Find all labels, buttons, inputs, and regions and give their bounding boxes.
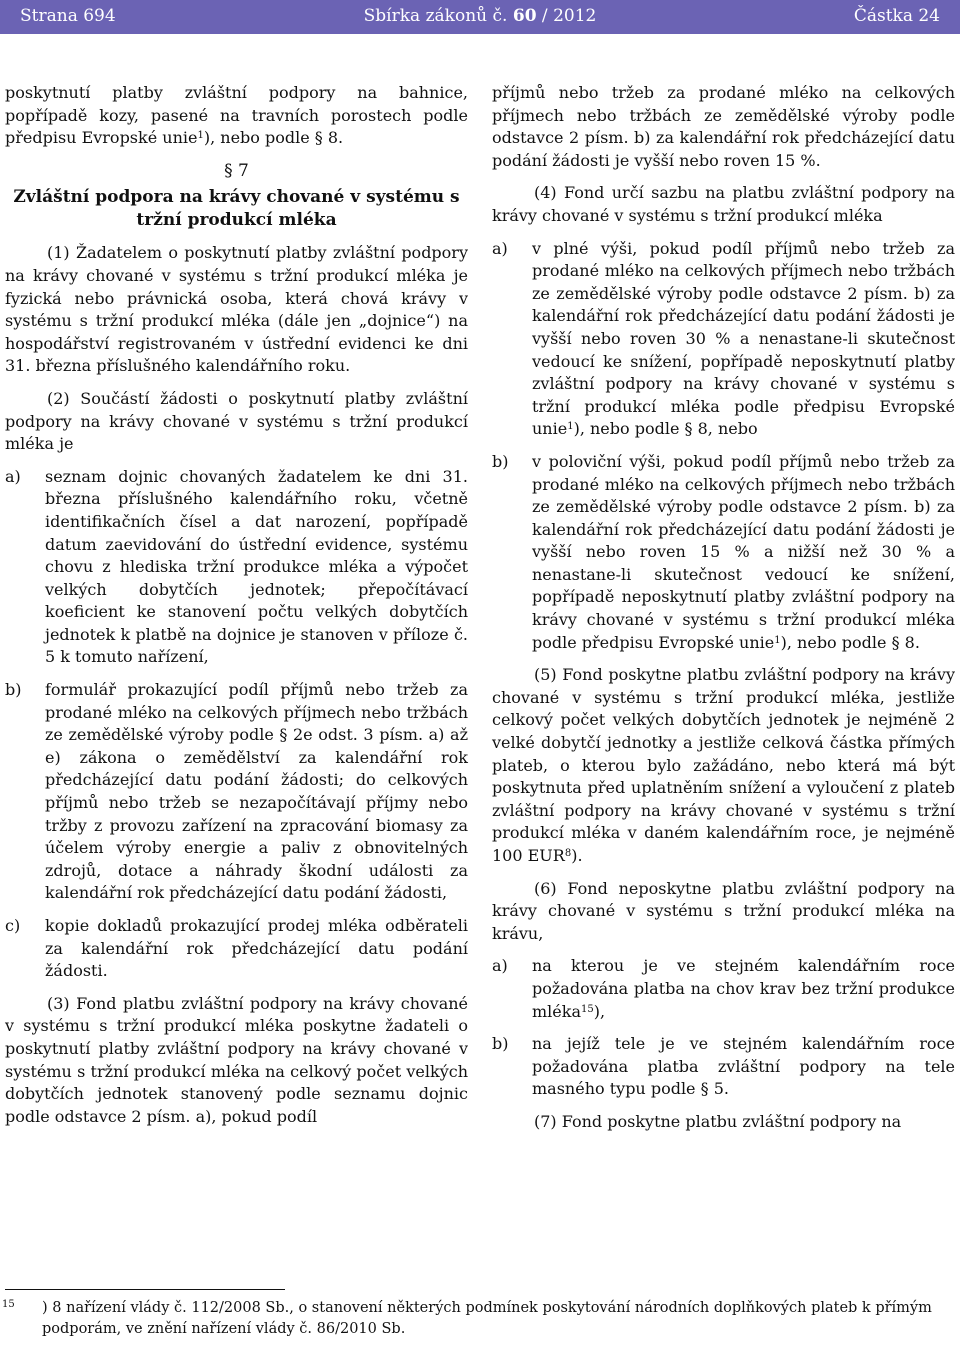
right-column: [492, 82, 955, 1144]
list-item-text: [532, 955, 955, 1023]
footnote-ref: 1: [774, 634, 781, 646]
list-item-text: formulář prokazující podíl příjmů nebo tržeb za prodané mléko na celkových příjmech nebo tržbách ze zemědělské výroby podle § 2e odst. 3 písm. a) až e) zákona o zemědělství za kalendářní rok předcházející datu podání žádosti; do celkových příjmů nebo tržeb se nezapočítávají příjmy nebo tržby z provozu zařízení na zpracování biomasy za účelem výroby energie a paliv z obnovitelných zdrojů, dotace a náhrady škodní události za kalendářní rok předcházející datu podání žádosti,: [45, 680, 468, 903]
collection-reference: [0, 6, 960, 26]
paragraph-1: (1) Žadatelem o poskytnutí platby zvláštní podpory na krávy chované v systému s tržní produkcí mléka je fyzická nebo právnická osoba, která chová krávy v systému s tržní produkcí mléka (dále jen „dojnice“) na hospodářství registrovaném v ústřední evidenci ke dni 31. března příslušného kalendářního roku.: [5, 243, 468, 376]
paragraph-4: (4) Fond určí sazbu na platbu zvláštní podpory na krávy chované v systému s tržní produkcí mléka: [492, 183, 955, 225]
part-number: Částka 24: [853, 6, 940, 26]
list-item: [492, 238, 955, 441]
intro-footnote-ref: 1: [197, 130, 204, 142]
left-column: [5, 82, 468, 1138]
paragraph-3: (3) Fond platbu zvláštní podpory na krávy chované v systému s tržní produkcí mléka poskytne žadateli o poskytnutí platby zvláštní podpory na krávy chované v systému s tržní produkcí mléka na celkový počet velkých dobytčích jednotek stanovený podle seznamu dojnic podle odstavce 2 písm. a), pokud podíl: [5, 993, 468, 1126]
paragraph-6: (6) Fond neposkytne platbu zvláštní podpory na krávy chované v systému s tržní produkcí mléka na krávu,: [492, 878, 955, 943]
footnote-text: ) 8 nařízení vlády č. 112/2008 Sb., o stanovení některých podmínek poskytování národních doplňkových plateb k přímým podporám, ve znění nařízení vlády č. 86/2010 Sb.: [42, 1300, 932, 1337]
page-header: [0, 0, 960, 34]
list-item-label: a): [492, 238, 508, 258]
list-item-label: a): [5, 466, 21, 486]
collection-year: / 2012: [536, 6, 597, 26]
paragraph-7: (7) Fond poskytne platbu zvláštní podpory na: [534, 1111, 902, 1131]
footnote-number-sup: 15: [2, 1299, 15, 1310]
list-item: [492, 955, 955, 1023]
paragraph-5-text: (5) Fond poskytne platbu zvláštní podpory na krávy chované v systému s tržní produkcí mléka, jestliže celkový počet velkých dobytčích jednotek je nejméně 2 velké dobytčí jednotky a jestliže celková částka přímých plateb, o kterou bylo zažádáno, nebo která má být poskytnuta před uplatněním snížení a vyloučení z plateb zvláštní podpory na krávy chované v systému s tržní produkcí mléka v daném kalendářním roce, je nejméně 100 EUR: [492, 665, 955, 865]
page-number: Strana 694: [20, 6, 116, 26]
intro-end: ), nebo podle § 8.: [203, 128, 344, 148]
footnote-number: [2, 1298, 15, 1319]
list-item-label: a): [492, 956, 508, 976]
list-item-body: v poloviční výši, pokud podíl příjmů nebo tržeb za prodané mléko na celkových příjmech nebo tržbách ze zemědělské výroby podle odstavce 2 písm. b) za kalendářní rok předcházející datu podání žádosti je vyšší nebo roven 15 % a nižší než 30 % a nenastane-li skutečnost vedoucí ke snížení, popřípadě neposkytnutí platby zvláštní podpory na krávy chované v systému s tržní produkcí mléka podle předpisu Evropské unie: [532, 451, 955, 652]
footnote-ref: 1: [567, 421, 574, 433]
intro-text: poskytnutí platby zvláštní podpory na bahnice, popřípadě kozy, pasené na travních porostech podle předpisu Evropské unie: [5, 83, 468, 148]
list-item-label: b): [492, 451, 509, 471]
list-item-text: kopie dokladů prokazující prodej mléka odběrateli za kalendářní rok předcházející datu podání žádosti.: [45, 916, 468, 981]
list-item-text: na jejíž tele je ve stejném kalendářním roce požadována platba zvláštní podpory na tele masného typu podle § 5.: [532, 1034, 955, 1099]
list-item-body: v plné výši, pokud podíl příjmů nebo tržeb za prodané mléko na celkových příjmech nebo tržbách ze zemědělské výroby podle odstavce 2 písm. b) za kalendářní rok předcházející datu podání žádosti je vyšší nebo roven 30 % a nenastane-li skutečnost vedoucí ke snížení, popřípadě neposkytnutí platby zvláštní podpory na krávy chované v systému s tržní produkcí mléka podle předpisu Evropské unie: [532, 238, 955, 439]
list-item-label: b): [5, 680, 22, 700]
collection-prefix: Sbírka zákonů č.: [363, 6, 513, 26]
paragraph-5-end: ).: [571, 846, 583, 865]
list-item-label: c): [5, 916, 21, 935]
section-title: Zvláštní podpora na krávy chované v systému s tržní produkcí mléka: [13, 187, 460, 231]
footnote-ref: 15: [581, 1003, 594, 1015]
footnote-divider: [5, 1289, 285, 1290]
footnote-ref: 8: [564, 848, 572, 859]
list-item: [5, 679, 468, 905]
collection-number: 60: [512, 6, 537, 26]
list-item-end: ), nebo podle § 8, nebo: [573, 419, 758, 439]
list-item: [5, 466, 468, 669]
list-item-text: [532, 451, 955, 654]
list-item-end: ),: [593, 1001, 606, 1021]
intro-paragraph: [5, 82, 468, 150]
list-item: [492, 1033, 955, 1101]
list-item-text: [532, 238, 955, 441]
list-item-body: na kterou je ve stejném kalendářním roce požadována platba na chov krav bez tržní produkce mléka: [532, 956, 955, 1021]
continuation-paragraph: příjmů nebo tržeb za prodané mléko na celkových příjmech nebo tržbách ze zemědělské výroby podle odstavce 2 písm. b) za kalendářní rok předcházející datu podání žádosti je vyšší nebo roven 15 %.: [492, 83, 955, 170]
list-item-text: seznam dojnic chovaných žadatelem ke dni 31. března příslušného kalendářního roku, včetně identifikačních čísel a dat narození, popřípadě datum zaevidování do ústřední evidence, systému chovu z hlediska tržní produkce mléka a výpočet velkých dobytčích jednotek; přepočítávací koeficient ke stanovení počtu velkých dobytčích jednotek k platbě na dojnice je stanoven v příloze č. 5 k tomuto nařízení,: [45, 466, 468, 667]
section-mark: § 7: [224, 160, 249, 181]
paragraph-5: [492, 664, 955, 867]
list-item: [492, 451, 955, 654]
list-item-label: b): [492, 1034, 509, 1054]
list-item-end: ), nebo podle § 8.: [780, 632, 920, 652]
paragraph-2: (2) Součástí žádosti o poskytnutí platby zvláštní podpory na krávy chované v systému s tržní produkcí mléka je: [5, 388, 468, 454]
list-item: [5, 915, 468, 983]
footnote: [2, 1298, 942, 1340]
